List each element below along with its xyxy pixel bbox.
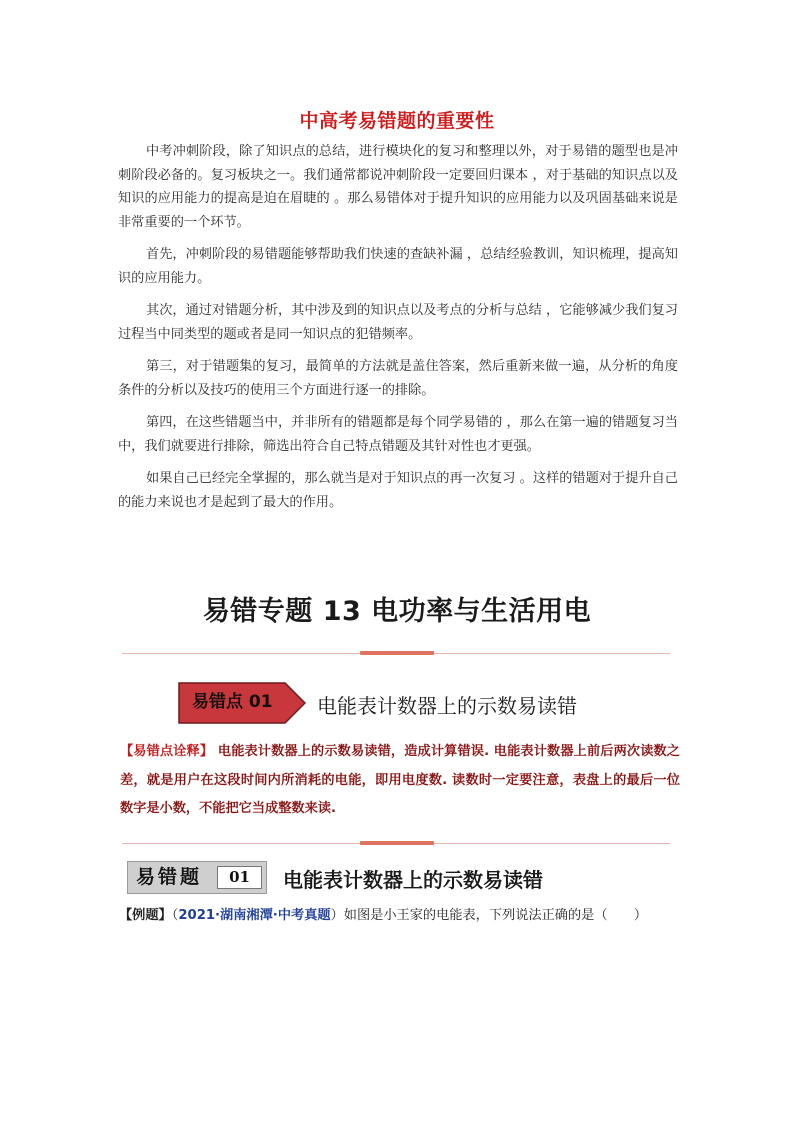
error-point-badge [178, 682, 306, 724]
error-explanation [120, 738, 680, 824]
intro-paragraph: 第三，对于错题集的复习，最简单的方法就是盖住答案，然后重新来做一遍，从分析的角度条件的分析以及技巧的使用三个方面进行逐一的排除。 [118, 359, 678, 398]
intro-paragraph: 第四，在这些错题当中，并非所有的错题都是每个同学易错的 ，那么在第一遍的错题复习当中，我们就要进行排除，筛选出符合自己特点错题及其针对性也才更强。 [118, 415, 678, 454]
example-source: 2021·湖南湘潭·中考真题 [178, 908, 331, 923]
error-question-heading: 电能表计数器上的示数易读错 [283, 868, 543, 892]
error-question-label: 易错题 [136, 866, 203, 888]
error-point-label: 易错点 01 [192, 692, 273, 712]
source-close-paren: ） [330, 908, 344, 923]
explanation-tag: 【易错点诠释】 [120, 744, 214, 759]
intro-body [118, 140, 678, 523]
error-point-heading: 电能表计数器上的示数易读错 [317, 694, 577, 718]
example-question-text: 如图是小王家的电能表，下列说法正确的是（ ） [343, 908, 648, 923]
divider-accent [360, 651, 434, 655]
topic-title: 易错专题 13 电功率与生活用电 [202, 596, 592, 627]
explanation-text: 电能表计数器上的示数易读错，造成计算错误. 电能表计数器上前后两次读数之差，就是用户在这段时间内所消耗的电能，即用电度数. 读数时一定要注意，表盘上的最后一位数字是小数，不能把它当成整数来读. [120, 744, 680, 816]
intro-paragraph: 如果自己已经完全掌握的，那么就当是对于知识点的再一次复习 。这样的错题对于提升自己的能力来说也才是起到了最大的作用。 [118, 471, 678, 510]
intro-title: 中高考易错题的重要性 [299, 110, 495, 132]
source-open-paren: （ [171, 908, 179, 923]
intro-paragraph: 中考冲刺阶段，除了知识点的总结，进行模块化的复习和整理以外，对于易错的题型也是冲刺阶段必备的。复习板块之一。我们通常都说冲刺阶段一定要回归课本 ，对于基础的知识点以及知识的应用能力的提高是迫在眉睫的 。那么易错体对于提升知识的应用能力以及巩固基础来说是非常重要的一个环节。 [118, 144, 678, 230]
intro-paragraph: 首先，冲刺阶段的易错题能够帮助我们快速的查缺补漏 ，总结经验教训，知识梳理，提高知识的应用能力。 [118, 247, 678, 286]
example-tag: 【例题】 [119, 908, 172, 923]
divider-accent [360, 841, 434, 845]
error-question-number: 01 [217, 866, 262, 889]
error-question-badge [127, 861, 267, 894]
example-question [119, 906, 647, 926]
intro-paragraph: 其次，通过对错题分析，其中涉及到的知识点以及考点的分析与总结 ，它能够减少我们复习过程当中同类型的题或者是同一知识点的犯错频率。 [118, 303, 678, 342]
